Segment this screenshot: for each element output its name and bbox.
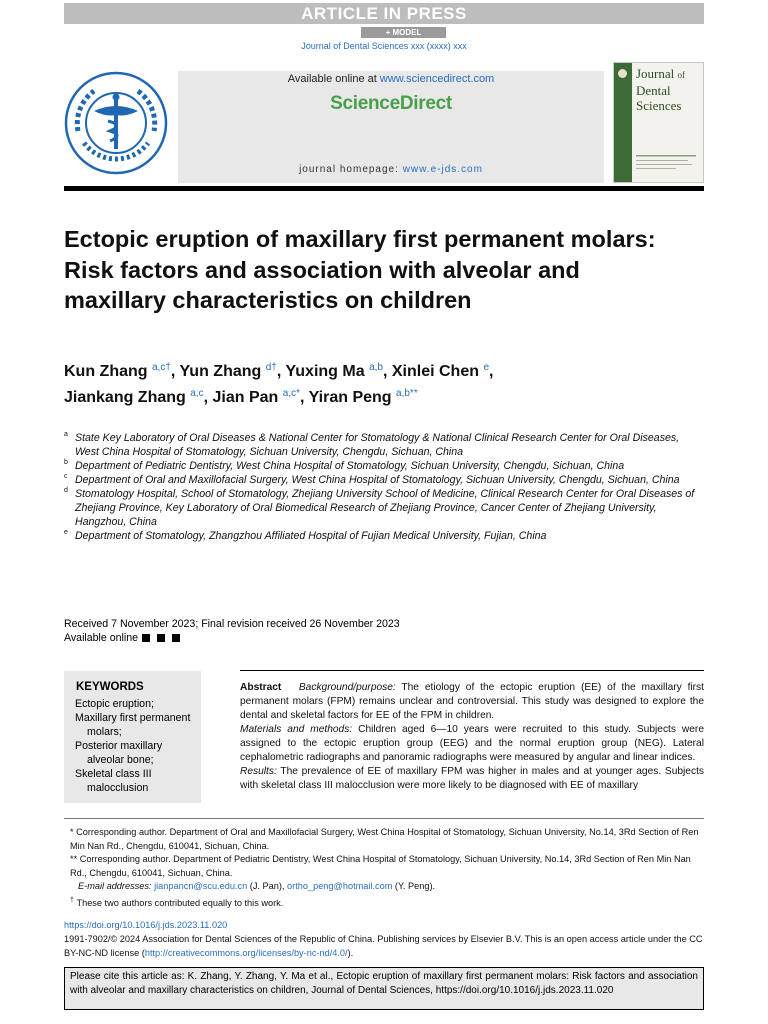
cover-title-word: Dental bbox=[636, 83, 671, 98]
corresponding-author-1: * Corresponding author. Department of Oral and Maxillofacial Surgery, West China Hospital of Stomatology, Sichuan University, No.14, 3Rd Section of Ren Min Nan Rd., Chengdu, 610041, Sichuan, China. bbox=[70, 827, 699, 851]
author[interactable] bbox=[309, 389, 418, 406]
author-name: Kun Zhang bbox=[64, 363, 148, 380]
available-online-text: Available online bbox=[64, 632, 139, 644]
model-badge: + MODEL bbox=[361, 27, 446, 38]
keyword-item[interactable]: Ectopic eruption; bbox=[75, 698, 154, 710]
affiliation-text: Department of Oral and Maxillofacial Surgery, West China Hospital of Stomatology, Sichuan University, Chengdu, Sichuan, China bbox=[75, 474, 680, 486]
abstract-background-text: The etiology of the ectopic eruption (EE) of the maxillary first permanent molars (FPM) remains unclear and controversial. This study was designed to explore the dental and skeletal factors for EE of the FPM in children. bbox=[240, 682, 704, 721]
cover-title-word: Journal bbox=[636, 66, 675, 81]
affiliation-label: a bbox=[64, 431, 68, 438]
citation-box: Please cite this article as: K. Zhang, Y. Zhang, Y. Ma et al., Ectopic eruption of maxillary first permanent molars: Risk factors and association with alveolar and maxillary characteristics on children, Journal of Dental Sciences, https://doi.org/10.1016/j.jds.2023.11.020 bbox=[64, 967, 704, 1010]
available-online-line bbox=[178, 73, 604, 85]
keyword-item[interactable]: Maxillary first permanent molars; bbox=[75, 712, 191, 738]
footnote-rule bbox=[64, 818, 704, 819]
author-separator: , bbox=[170, 363, 180, 380]
sciencedirect-wordmark: ScienceDirect bbox=[330, 93, 452, 114]
affiliation-text: Stomatology Hospital, School of Stomatology, Zhejiang University School of Medicine, Clinical Research Center for Oral Diseases of Zhejiang Province, Key Laboratory of Oral Biomedical Research of Zhejiang Province, Cancer Center of Zhejiang University, Hangzhou, China bbox=[75, 488, 695, 528]
journal-cover bbox=[613, 62, 704, 183]
author-name: Jian Pan bbox=[212, 389, 279, 406]
cover-emblem-icon bbox=[618, 69, 627, 78]
author-separator: , bbox=[382, 363, 392, 380]
article-in-press-banner: ARTICLE IN PRESS bbox=[64, 3, 704, 24]
author[interactable] bbox=[180, 363, 277, 380]
author-separator: , bbox=[276, 363, 286, 380]
abstract bbox=[240, 681, 704, 793]
keyword-item[interactable]: Posterior maxillary alveolar bone; bbox=[75, 740, 163, 766]
keywords-list bbox=[75, 697, 199, 795]
author-affiliation-mark[interactable]: d† bbox=[265, 362, 277, 373]
copyright-notice bbox=[64, 933, 704, 960]
journal-reference[interactable]: Journal of Dental Sciences xxx (xxxx) xxx bbox=[301, 41, 467, 51]
taiwan-association-seal-icon bbox=[64, 71, 168, 175]
abstract-results-label: Results: bbox=[240, 766, 277, 777]
sciencedirect-box bbox=[178, 71, 604, 183]
email-link[interactable]: jianpancn@scu.edu.cn bbox=[154, 881, 248, 891]
cover-text-lines bbox=[636, 155, 700, 175]
author-list bbox=[64, 357, 684, 409]
dagger-mark: † bbox=[70, 896, 74, 904]
author-separator: , bbox=[299, 389, 309, 406]
abstract-methods-text: Children aged 6—10 years were recruited to this study. Subjects were assigned to the ectopic eruption group (EEG) and the normal eruption group (NEG). Lateral cephalometric radiographs and panoramic radiographs were measured by angular and linear indices. bbox=[240, 724, 704, 763]
author-separator: , bbox=[203, 389, 213, 406]
email-label: E-mail addresses: bbox=[78, 881, 152, 891]
copyright-text: 1991-7902/© 2024 Association for Dental Sciences of the Republic of China. Publishing services by Elsevier B.V. This is an open access article under the CC BY-NC-ND license ( bbox=[64, 934, 703, 958]
homepage-label: journal homepage: bbox=[299, 164, 403, 175]
author-name: Yun Zhang bbox=[179, 363, 262, 380]
affiliation-list bbox=[64, 431, 704, 543]
abstract-methods-label: Materials and methods: bbox=[240, 724, 353, 735]
article-title: Ectopic eruption of maxillary first permanent molars: Risk factors and association with alveolar and maxillary characteristics on children bbox=[64, 226, 656, 313]
abstract-label: Abstract bbox=[240, 682, 282, 693]
author-affiliation-mark[interactable]: a,c bbox=[190, 388, 204, 399]
email-owner: (J. Pan), bbox=[247, 881, 288, 891]
email-owner: (Y. Peng). bbox=[392, 881, 436, 891]
author[interactable] bbox=[64, 363, 171, 380]
author-affiliation-mark[interactable]: a,c* bbox=[282, 388, 300, 399]
corresponding-author-2: ** Corresponding author. Department of Pediatric Dentistry, West China Hospital of Stomatology, Sichuan University, No.14, 3Rd Section of Ren Min Nan Rd., Chengdu, 610041, Sichuan, China. bbox=[70, 854, 691, 878]
equal-contribution-text: These two authors contributed equally to this work. bbox=[76, 897, 284, 908]
available-online-label: Available online at bbox=[287, 73, 380, 85]
author-name: Yiran Peng bbox=[308, 389, 392, 406]
keywords-heading: KEYWORDS bbox=[76, 681, 144, 693]
abstract-rule bbox=[240, 670, 704, 671]
cover-title-of: of bbox=[677, 70, 686, 80]
affiliation-text: Department of Pediatric Dentistry, West China Hospital of Stomatology, Sichuan University, Chengdu, Sichuan, China bbox=[75, 460, 625, 472]
header-rule bbox=[64, 186, 704, 191]
sciencedirect-link[interactable]: www.sciencedirect.com bbox=[379, 73, 495, 85]
affiliation-item bbox=[64, 473, 704, 487]
author-affiliation-mark[interactable]: a,b** bbox=[396, 388, 418, 399]
keyword-item[interactable]: Skeletal class III malocclusion bbox=[75, 768, 152, 794]
affiliation-item bbox=[64, 529, 704, 543]
affiliation-label: b bbox=[64, 459, 68, 466]
equal-contribution-note bbox=[64, 894, 704, 911]
journal-homepage-line bbox=[178, 164, 604, 175]
affiliation-text: State Key Laboratory of Oral Diseases & National Center for Stomatology & National Clinical Research Center for Oral Diseases, West China Hospital of Stomatology, Sichuan University, Chengdu, Sichuan, China bbox=[75, 432, 680, 458]
affiliation-item bbox=[64, 459, 704, 473]
cover-title bbox=[636, 66, 685, 113]
author-affiliation-mark[interactable]: e bbox=[483, 362, 489, 373]
affiliation-label: e bbox=[64, 529, 68, 536]
article-dates bbox=[64, 617, 400, 646]
affiliation-text: Department of Stomatology, Zhangzhou Affiliated Hospital of Fujian Medical University, Fujian, China bbox=[75, 530, 547, 542]
email-line bbox=[64, 880, 704, 894]
author[interactable] bbox=[212, 389, 300, 406]
author[interactable] bbox=[392, 363, 489, 380]
affiliation-label: d bbox=[64, 487, 68, 494]
available-online-date bbox=[64, 631, 400, 646]
affiliation-label: c bbox=[64, 473, 68, 480]
received-date: Received 7 November 2023; Final revision received 26 November 2023 bbox=[64, 618, 400, 630]
abstract-background-label: Background/purpose: bbox=[298, 682, 396, 693]
email-link[interactable]: ortho_peng@hotmail.com bbox=[287, 881, 393, 891]
doi-link[interactable]: https://doi.org/10.1016/j.jds.2023.11.020 bbox=[64, 920, 228, 930]
placeholder-squares-icon bbox=[142, 632, 187, 646]
copyright-close: ). bbox=[347, 947, 354, 958]
author-separator: , bbox=[489, 363, 494, 380]
author-name: Yuxing Ma bbox=[285, 363, 365, 380]
author[interactable] bbox=[64, 389, 204, 406]
author-name: Jiankang Zhang bbox=[64, 389, 186, 406]
abstract-results-text: The prevalence of EE of maxillary FPM was higher in males and at younger ages. Subjects with skeletal class III malocclusion were more likely to be diagnosed with EE of maxillary bbox=[240, 766, 704, 791]
author-affiliation-mark[interactable]: a,b bbox=[369, 362, 383, 373]
author-name: Xinlei Chen bbox=[391, 363, 479, 380]
author-affiliation-mark[interactable]: a,c† bbox=[152, 362, 171, 373]
cover-green-strip bbox=[614, 63, 632, 182]
homepage-link[interactable]: www.e-jds.com bbox=[402, 164, 483, 175]
affiliation-item bbox=[64, 487, 704, 529]
license-link[interactable]: http://creativecommons.org/licenses/by-nc-nd/4.0/ bbox=[144, 947, 348, 958]
cover-title-word: Sciences bbox=[636, 98, 682, 113]
footnotes bbox=[64, 826, 704, 910]
keywords-box bbox=[64, 671, 201, 803]
affiliation-item bbox=[64, 431, 704, 459]
author[interactable] bbox=[285, 363, 382, 380]
